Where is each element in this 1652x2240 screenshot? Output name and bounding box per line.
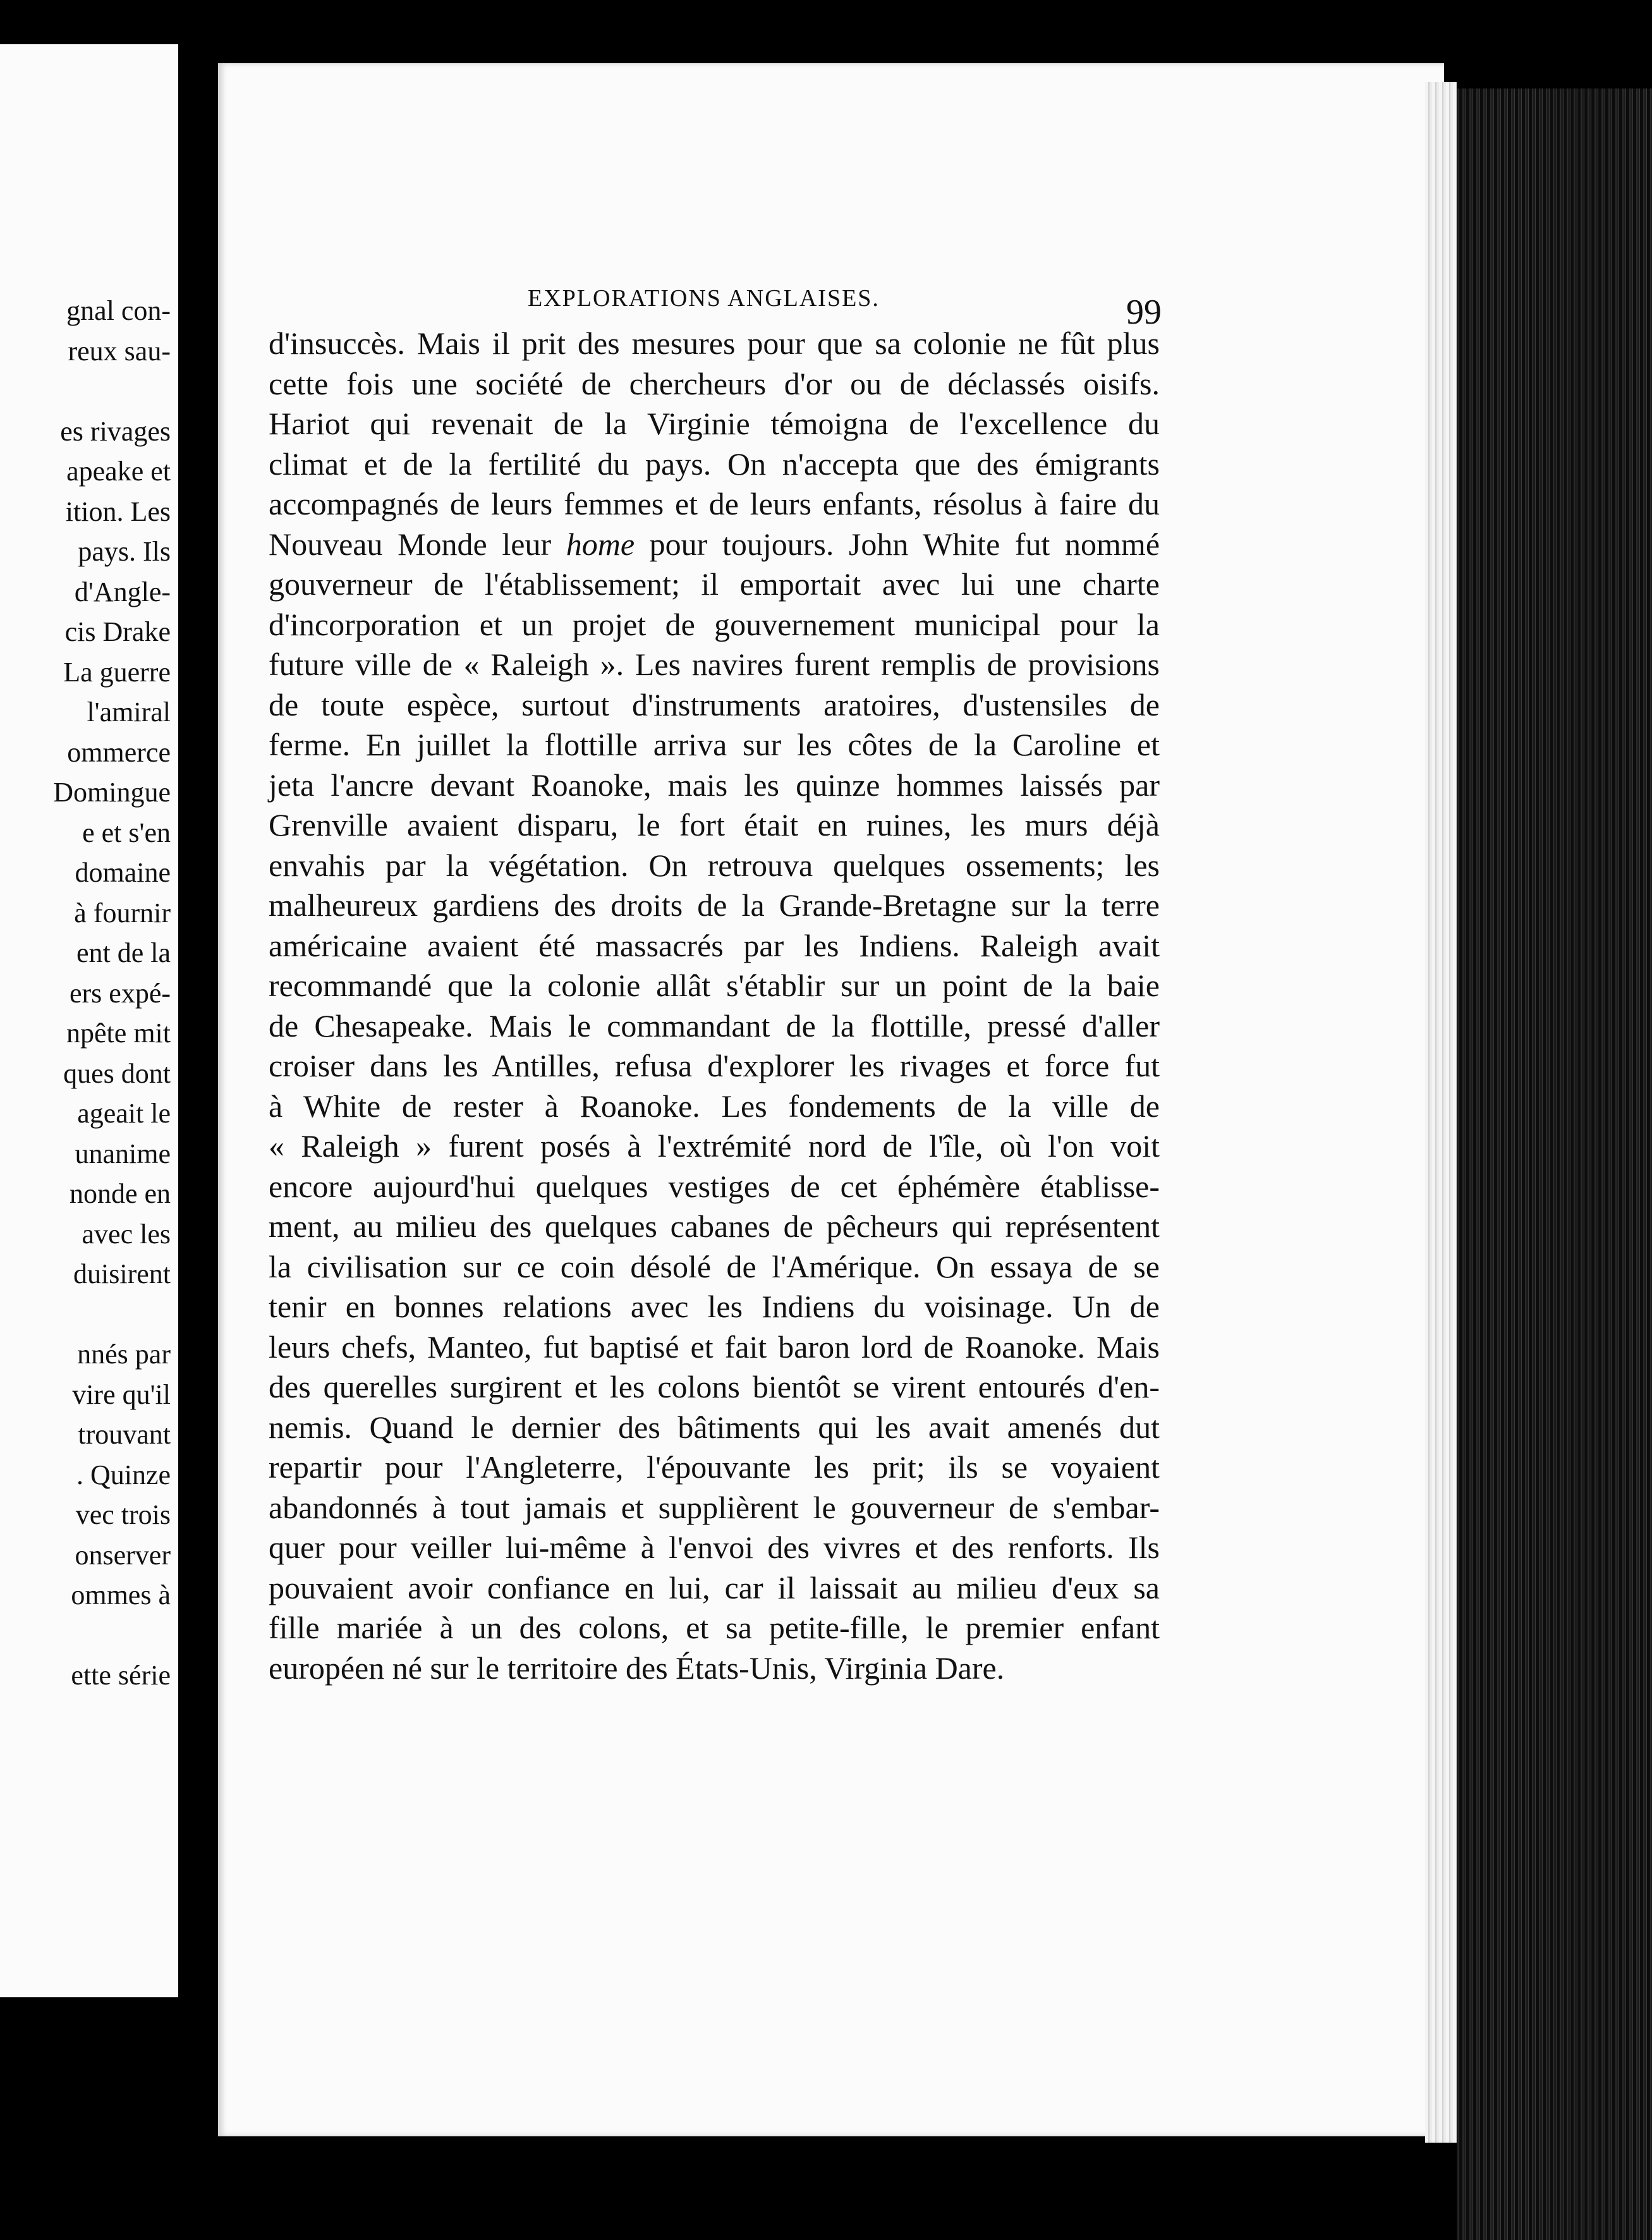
left-line: à fournir [74, 897, 171, 928]
text-line: accompagnés de leurs femmes et de leurs enfants, résolus à faire du [269, 486, 1160, 521]
text-line: encore aujourd'hui quelques vestiges de cet éphémère établisse- [269, 1168, 1160, 1204]
left-line: . Quinze [76, 1459, 171, 1490]
text-line: future ville de « Raleigh ». Les navires furent remplis de provisions [269, 647, 1160, 682]
text-fragment: pour toujours. John White fut nommé [649, 526, 1160, 562]
left-line: ommerce [67, 736, 171, 768]
text-line: fille mariée à un des colons, et sa petite-fille, le premier enfant [269, 1610, 1160, 1645]
book-fore-edge [1457, 88, 1652, 2240]
left-line: avec les [82, 1218, 171, 1250]
page-number: 99 [1126, 293, 1162, 332]
text-line: pouvaient avoir confiance en lui, car il laissait au milieu d'eux sa [269, 1569, 1160, 1605]
left-line: trouvant [78, 1419, 171, 1450]
text-line: croiser dans les Antilles, refusa d'explorer les rivages et force fut [269, 1048, 1160, 1083]
text-line: gouverneur de l'établissement; il emportait avec lui une charte [269, 566, 1160, 602]
text-line: d'incorporation et un projet de gouvernement municipal pour la [269, 606, 1160, 642]
left-line: domaine [75, 857, 171, 888]
left-line: ers expé- [69, 977, 171, 1009]
text-line: à White de rester à Roanoke. Les fondements de la ville de [269, 1088, 1160, 1124]
italic-word: home [566, 526, 635, 562]
text-line: Hariot qui revenait de la Virginie témoigna de l'excellence du [269, 406, 1160, 441]
left-line: apeake et [66, 456, 171, 487]
left-line [0, 1616, 171, 1656]
text-line: cette fois une société de chercheurs d'or ou de déclassés oisifs. [269, 365, 1160, 401]
text-line: repartir pour l'Angleterre, l'épouvante les prit; ils se voyaient [269, 1449, 1160, 1485]
left-line: duisirent [73, 1258, 171, 1289]
text-line: abandonnés à tout jamais et supplièrent le gouverneur de s'embar- [269, 1489, 1160, 1525]
left-line: nonde en [69, 1178, 171, 1209]
text-line-last: européen né sur le territoire des États-Unis, Virginia Dare. [269, 1650, 1005, 1686]
left-line: e et s'en [82, 817, 171, 848]
left-line: ition. Les [65, 496, 171, 527]
text-line: recommandé que la colonie allât s'établir sur un point de la baie [269, 968, 1160, 1003]
page-edges [1425, 82, 1457, 2143]
text-line: nemis. Quand le dernier des bâtiments qui les avait amenés dut [269, 1409, 1160, 1445]
left-page-text [0, 291, 171, 1696]
left-line: ommes à [71, 1580, 171, 1610]
running-header: EXPLORATIONS ANGLAISES. [528, 285, 880, 312]
left-line: ette série [71, 1660, 171, 1691]
left-line [0, 371, 171, 411]
left-line: ageait le [77, 1098, 171, 1129]
left-line: l'amiral [87, 697, 171, 727]
text-line: la civilisation sur ce coin désolé de l'Amérique. On essaya de se [269, 1248, 1160, 1284]
body-paragraph [269, 324, 1160, 1688]
text-line: jeta l'ancre devant Roanoke, mais les quinze hommes laissés par [269, 767, 1160, 803]
text-line: ferme. En juillet la flottille arriva sur les côtes de la Caroline et [269, 727, 1160, 762]
left-line: unanime [75, 1138, 171, 1169]
left-line: gnal con- [66, 295, 171, 326]
text-fragment: Nouveau Monde leur [269, 526, 552, 562]
left-line: npête mit [66, 1018, 171, 1049]
left-line: ques dont [63, 1057, 171, 1089]
left-line: ent de la [76, 937, 171, 968]
text-line: climat et de la fertilité du pays. On n'accepta que des émigrants [269, 446, 1160, 482]
text-line: leurs chefs, Manteo, fut baptisé et fait baron lord de Roanoke. Mais [269, 1329, 1160, 1365]
book-gutter [178, 38, 221, 1997]
text-line: tenir en bonnes relations avec les Indiens du voisinage. Un de [269, 1289, 1160, 1324]
text-line: américaine avaient été massacrés par les Indiens. Raleigh avait [269, 927, 1160, 963]
left-line: d'Angle- [74, 576, 171, 607]
left-facing-page [0, 44, 178, 1997]
left-line: reux sau- [68, 335, 171, 367]
left-line: La guerre [63, 656, 171, 688]
text-line: d'insuccès. Mais il prit des mesures pour que sa colonie ne fût plus [269, 326, 1160, 361]
text-line: ment, au milieu des quelques cabanes de pêcheurs qui représentent [269, 1208, 1160, 1244]
text-line: envahis par la végétation. On retrouva quelques ossements; les [269, 847, 1160, 883]
left-line: cis Drake [64, 616, 171, 647]
left-line [0, 1294, 171, 1335]
text-line-with-italic [269, 525, 1160, 565]
left-line: onserver [75, 1539, 171, 1571]
text-line: Grenville avaient disparu, le fort était en ruines, les murs déjà [269, 807, 1160, 843]
left-line: vire qu'il [72, 1379, 171, 1410]
text-line: de toute espèce, surtout d'instruments aratoires, d'ustensiles de [269, 686, 1160, 722]
left-line: nnés par [77, 1339, 171, 1370]
text-line: des querelles surgirent et les colons bientôt se virent entourés d'en- [269, 1369, 1160, 1404]
left-line: pays. Ils [78, 536, 171, 567]
text-line: quer pour veiller lui-même à l'envoi des vivres et des renforts. Ils [269, 1530, 1160, 1565]
left-line: es rivages [60, 415, 171, 447]
text-line: « Raleigh » furent posés à l'extrémité nord de l'île, où l'on voit [269, 1128, 1160, 1164]
text-line: de Chesapeake. Mais le commandant de la flottille, pressé d'aller [269, 1007, 1160, 1044]
left-line: Domingue [53, 777, 171, 808]
text-line: malheureux gardiens des droits de la Grande-Bretagne sur la terre [269, 887, 1160, 923]
left-line: vec trois [75, 1499, 171, 1530]
